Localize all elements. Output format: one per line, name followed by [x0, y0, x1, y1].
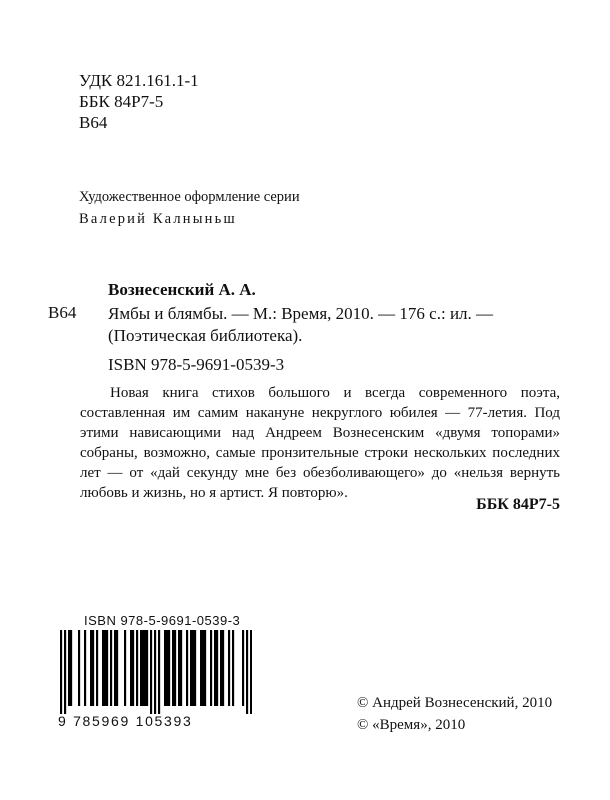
- barcode-bar: [154, 630, 156, 714]
- barcode-bar: [146, 630, 148, 706]
- barcode-bar: [116, 630, 118, 706]
- barcode-bar: [210, 630, 212, 706]
- barcode-bar: [168, 630, 170, 706]
- barcode-bar: [68, 630, 70, 706]
- barcode-bar: [180, 630, 182, 706]
- barcode-bar: [164, 630, 166, 706]
- bbk-code: ББК 84Р7-5: [79, 92, 164, 111]
- copyright-block: [357, 692, 552, 736]
- series-designer-name: Валерий Калныньш: [79, 211, 237, 227]
- copyright-publisher: © «Время», 2010: [357, 717, 466, 733]
- shelf-mark: В64: [48, 303, 77, 322]
- barcode-bar: [110, 630, 112, 706]
- barcode-bar: [242, 630, 244, 706]
- barcode-bar: [70, 630, 72, 706]
- barcode-digits: 9 785969 105393: [58, 713, 193, 729]
- barcode-bar: [132, 630, 134, 706]
- barcode-bar: [114, 630, 116, 706]
- barcode-bar: [84, 630, 86, 706]
- barcode-bar: [78, 630, 80, 706]
- barcode-bar: [192, 630, 194, 706]
- barcode-bar: [136, 630, 138, 706]
- barcode-bar: [186, 630, 188, 706]
- barcode-bar: [190, 630, 192, 706]
- barcode-bar: [216, 630, 218, 706]
- bbk-code-bottom: ББК 84Р7-5: [476, 496, 560, 513]
- barcode-bar: [214, 630, 216, 706]
- series-design-caption: Художественное оформление серии: [79, 189, 300, 205]
- barcode-bar: [204, 630, 206, 706]
- barcode-bar: [90, 630, 92, 706]
- barcode-bar: [142, 630, 144, 706]
- barcode-bar: [92, 630, 94, 706]
- barcode-bar: [64, 630, 66, 714]
- barcode-bar: [106, 630, 108, 706]
- barcode-bar: [220, 630, 222, 706]
- barcode-bar: [102, 630, 104, 706]
- classification-codes: [79, 70, 199, 133]
- barcode-bar: [232, 630, 234, 706]
- barcode-bar: [140, 630, 142, 706]
- barcode-bar: [150, 630, 152, 714]
- barcode-bar: [228, 630, 230, 706]
- barcode-image: [60, 630, 252, 714]
- udk-code: УДК 821.161.1-1: [79, 71, 199, 90]
- barcode-bar: [144, 630, 146, 706]
- barcode-bar: [60, 630, 62, 714]
- isbn-number: ISBN 978-5-9691-0539-3: [108, 355, 285, 374]
- bibliographic-description: [108, 303, 493, 347]
- barcode-bar: [222, 630, 224, 706]
- barcode-bar: [250, 630, 252, 714]
- barcode-bar: [96, 630, 98, 706]
- barcode-isbn-label: ISBN 978-5-9691-0539-3: [84, 613, 241, 628]
- barcode-bar: [194, 630, 196, 706]
- barcode-bar: [174, 630, 176, 706]
- copyright-author: © Андрей Вознесенский, 2010: [357, 695, 553, 711]
- annotation-paragraph: Новая книга стихов большого и всегда современного поэта, составленная им самим накануне некруглого юбилея — 77-летия. Под этими нависающими над Андреем Вознесенским «двумя топорами» собраны, возможно, самые пронзительные строки нескольких последних лет — от «дай секунду мне без обезболивающего» до «нельзя вернуть любовь и жизнь, но я артист. Я повторю».: [80, 385, 560, 501]
- barcode-bar: [130, 630, 132, 706]
- book-author: Вознесенский А. А.: [108, 280, 256, 299]
- barcode-bar: [246, 630, 248, 714]
- author-mark: В64: [79, 113, 108, 132]
- barcode-bar: [202, 630, 204, 706]
- barcode-bar: [172, 630, 174, 706]
- bibliographic-line-2: (Поэтическая библиотека).: [108, 326, 303, 345]
- barcode-bar: [166, 630, 168, 706]
- barcode-bar: [178, 630, 180, 706]
- barcode-bar: [104, 630, 106, 706]
- barcode-bar: [124, 630, 126, 706]
- barcode-bar: [158, 630, 160, 714]
- bibliographic-line-1: Ямбы и блямбы. — М.: Время, 2010. — 176 с.: ил. —: [108, 304, 494, 323]
- barcode-bar: [200, 630, 202, 706]
